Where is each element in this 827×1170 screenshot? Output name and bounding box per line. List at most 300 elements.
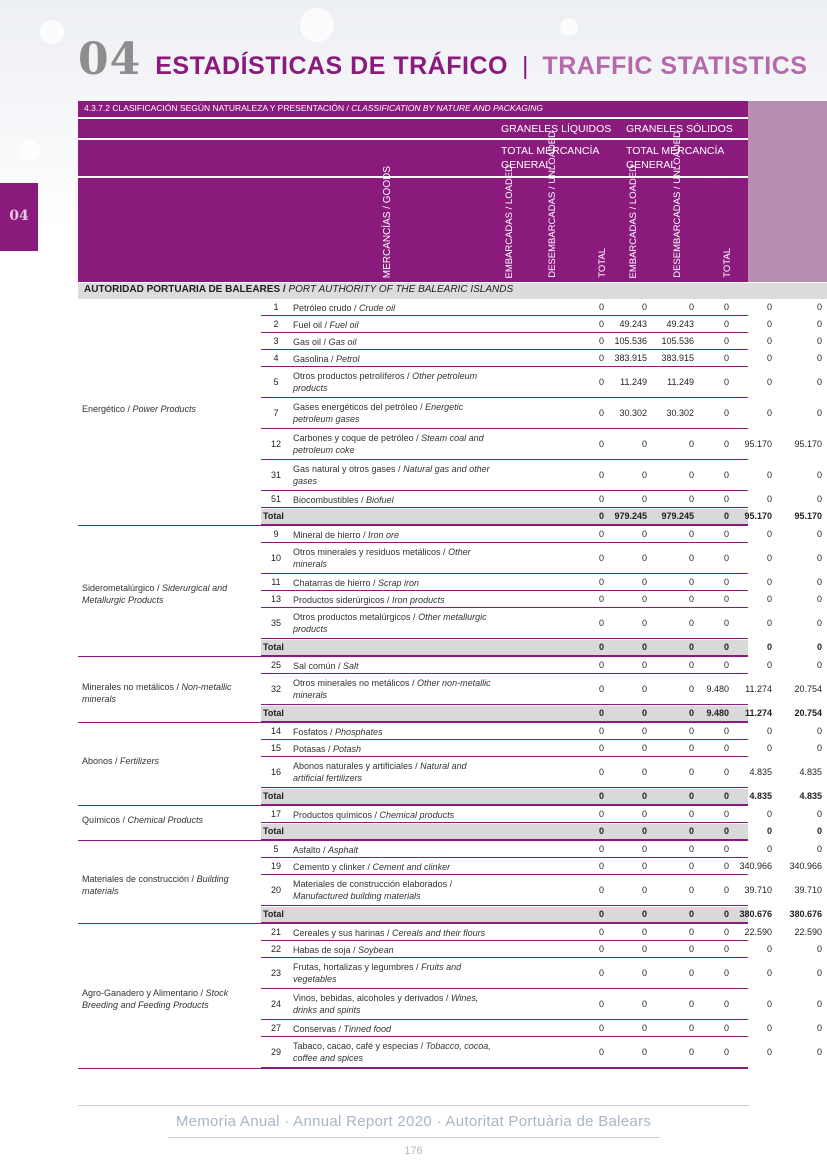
- cell-value: 0: [816, 577, 822, 587]
- cell-value: 0: [766, 1047, 772, 1057]
- cell-value: 0: [641, 577, 647, 587]
- goods-code: 14: [270, 726, 281, 736]
- table-row: [261, 575, 822, 591]
- cell-value: 0: [641, 743, 647, 753]
- total-value: 0: [598, 708, 604, 718]
- cell-value: 0: [723, 927, 729, 937]
- total-value: 380.676: [739, 909, 772, 919]
- goods-description-spanish: Biocombustibles /: [293, 495, 367, 505]
- cell-value: 0: [723, 767, 729, 777]
- cell-value: 0: [598, 408, 604, 418]
- cell-value: 0: [598, 1047, 604, 1057]
- sub-header-liquid: TOTAL MERCANCÍA GENERAL: [501, 145, 599, 171]
- goods-description: [293, 861, 491, 873]
- goods-description-english: Tinned food: [343, 1024, 391, 1034]
- goods-code: 9: [273, 529, 279, 539]
- cell-value: 0: [766, 336, 772, 346]
- cell-value: 0: [641, 999, 647, 1009]
- category-label-english: Chemical Products: [127, 815, 204, 825]
- cell-value: 0: [598, 885, 604, 895]
- cell-value: 0: [766, 377, 772, 387]
- goods-description-english: Asphalt: [328, 845, 359, 855]
- table-row: [261, 351, 822, 367]
- cell-value: 39.710: [744, 885, 772, 895]
- goods-description-spanish: Gas oil /: [293, 337, 329, 347]
- goods-description: [293, 463, 491, 487]
- total-value: 0: [816, 642, 822, 652]
- goods-description: [293, 546, 491, 570]
- cell-value: 0: [816, 553, 822, 563]
- cell-value: 0: [723, 494, 729, 504]
- category-label-spanish: Químicos /: [82, 815, 128, 825]
- cell-value: 0: [723, 1023, 729, 1033]
- goods-code: 16: [270, 767, 281, 777]
- goods-description-english: Natural and artificial fertilizers: [293, 761, 467, 783]
- goods-code: 19: [270, 861, 281, 871]
- total-value: 95.170: [744, 511, 772, 521]
- cell-value: 0: [641, 660, 647, 670]
- cell-value: 20.754: [794, 684, 822, 694]
- cell-value: 0: [723, 553, 729, 563]
- category-label: [82, 755, 258, 767]
- cell-value: 0: [723, 594, 729, 604]
- total-value: 0: [816, 826, 822, 836]
- goods-description: [293, 878, 491, 902]
- cell-value: 0: [598, 660, 604, 670]
- cell-value: 0: [641, 968, 647, 978]
- goods-description-spanish: Cemento y clinker /: [293, 862, 373, 872]
- category-label-english: Building materials: [82, 874, 229, 896]
- goods-code: 10: [270, 553, 281, 563]
- cell-value: 0: [641, 529, 647, 539]
- total-value: 0: [598, 791, 604, 801]
- cell-value: 0: [688, 767, 694, 777]
- footer-text: Memoria Anual · Annual Report 2020 · Autoritat Portuària de Balears: [175, 1113, 652, 1130]
- cell-value: 0: [688, 1047, 694, 1057]
- table-row: [261, 430, 822, 460]
- goods-description-english: Iron ore: [368, 530, 400, 540]
- cell-value: 0: [766, 302, 772, 312]
- total-value: 0: [598, 642, 604, 652]
- goods-code: 21: [270, 927, 281, 937]
- cell-value: 0: [598, 377, 604, 387]
- cell-value: 0: [641, 470, 647, 480]
- total-label: Total: [263, 826, 284, 836]
- category-label: [82, 987, 258, 1011]
- table-row: [261, 859, 822, 875]
- goods-description-english: Potash: [333, 744, 362, 754]
- cell-value: 0: [723, 861, 729, 871]
- cell-value: 0: [688, 684, 694, 694]
- table-row: [261, 942, 822, 958]
- cell-value: 340.966: [739, 861, 772, 871]
- cell-value: 0: [816, 594, 822, 604]
- cell-value: 0: [766, 809, 772, 819]
- goods-description: [293, 809, 491, 821]
- cell-value: 0: [598, 944, 604, 954]
- cell-value: 0: [598, 353, 604, 363]
- cell-value: 0: [766, 968, 772, 978]
- cell-value: 0: [598, 844, 604, 854]
- goods-description-spanish: Mineral de hierro /: [293, 530, 369, 540]
- goods-description-spanish: Otros productos metalúrgicos /: [293, 612, 419, 622]
- goods-description-english: Other non-metallic minerals: [293, 678, 491, 700]
- category-group: [78, 658, 822, 723]
- table-row: [261, 317, 822, 333]
- cell-value: 95.170: [744, 439, 772, 449]
- cell-value: 0: [688, 302, 694, 312]
- cell-value: 0: [641, 885, 647, 895]
- cell-value: 0: [688, 999, 694, 1009]
- goods-description-spanish: Carbones y coque de petróleo /: [293, 433, 422, 443]
- total-value: 9.480: [706, 708, 729, 718]
- goods-description: [293, 961, 491, 985]
- cell-value: 0: [641, 767, 647, 777]
- total-value: 4.835: [799, 791, 822, 801]
- category-label-english: Fertilizers: [120, 756, 160, 766]
- cell-value: 0: [598, 494, 604, 504]
- table-row: [261, 368, 822, 398]
- total-value: 0: [723, 791, 729, 801]
- cell-value: 0: [766, 844, 772, 854]
- goods-description: [293, 577, 491, 589]
- cell-value: 0: [598, 470, 604, 480]
- category-group: [78, 300, 822, 526]
- cell-value: 0: [641, 684, 647, 694]
- goods-code: 35: [270, 618, 281, 628]
- cell-value: 0: [723, 968, 729, 978]
- table-row: [261, 544, 822, 574]
- goods-description: [293, 1040, 491, 1064]
- cell-value: 0: [598, 684, 604, 694]
- cell-value: 0: [723, 1047, 729, 1057]
- cell-value: 105.536: [614, 336, 647, 346]
- total-label: Total: [263, 708, 284, 718]
- total-value: 20.754: [794, 708, 822, 718]
- cell-value: 0: [688, 885, 694, 895]
- cell-value: 0: [816, 1047, 822, 1057]
- goods-description: [293, 370, 491, 394]
- cell-value: 0: [766, 594, 772, 604]
- total-value: 0: [598, 826, 604, 836]
- goods-description: [293, 660, 491, 672]
- goods-description-spanish: Sal común /: [293, 661, 344, 671]
- cell-value: 0: [641, 439, 647, 449]
- cell-value: 0: [641, 302, 647, 312]
- goods-description-spanish: Potasas /: [293, 744, 334, 754]
- table-row: [261, 925, 822, 941]
- goods-code: 12: [270, 439, 281, 449]
- cell-value: 0: [723, 377, 729, 387]
- goods-code: 15: [270, 743, 281, 753]
- goods-description-english: Cement and clinker: [372, 862, 451, 872]
- title-separator: |: [521, 52, 529, 80]
- category-label: [82, 582, 258, 606]
- goods-description-english: Biofuel: [366, 495, 394, 505]
- goods-description-spanish: Vinos, bebidas, alcoholes y derivados /: [293, 993, 451, 1003]
- total-value: 95.170: [794, 511, 822, 521]
- header-accent-column: [748, 101, 827, 282]
- cell-value: 0: [688, 470, 694, 480]
- cell-value: 11.249: [620, 377, 647, 387]
- goods-code: 31: [270, 470, 281, 480]
- goods-description-english: Fruits and vegetables: [293, 962, 462, 984]
- goods-code: 22: [270, 944, 281, 954]
- cell-value: 0: [723, 577, 729, 587]
- cell-value: 0: [598, 529, 604, 539]
- cell-value: 0: [766, 577, 772, 587]
- goods-description-english: Manufactured building materials: [293, 891, 421, 901]
- category-label: [82, 403, 258, 415]
- category-label-english: Stock Breeding and Feeding Products: [82, 988, 229, 1010]
- total-value: 380.676: [789, 909, 822, 919]
- cell-value: 0: [688, 726, 694, 736]
- cell-value: 0: [641, 944, 647, 954]
- goods-description-english: Petrol: [336, 354, 360, 364]
- goods-code: 11: [271, 577, 281, 587]
- cell-value: 0: [723, 885, 729, 895]
- cell-value: 0: [766, 353, 772, 363]
- cell-value: 0: [723, 319, 729, 329]
- cell-value: 0: [598, 553, 604, 563]
- goods-description-spanish: Gas natural y otros gases /: [293, 464, 404, 474]
- goods-description-spanish: Productos siderúrgicos /: [293, 595, 393, 605]
- cell-value: 0: [598, 861, 604, 871]
- goods-description-english: Natural gas and other gases: [293, 464, 490, 486]
- page-number: 176: [404, 1145, 423, 1157]
- total-value: 0: [641, 791, 647, 801]
- cell-value: 0: [816, 470, 822, 480]
- port-authority-english: PORT AUTHORITY OF THE BALEARIC ISLANDS: [288, 284, 514, 295]
- goods-description-english: Chemical products: [379, 810, 455, 820]
- total-value: 0: [641, 826, 647, 836]
- cell-value: 0: [816, 809, 822, 819]
- cell-value: 0: [766, 553, 772, 563]
- goods-description-english: Tobacco, cocoa, coffee and spices: [293, 1041, 491, 1063]
- table-row: [261, 658, 822, 674]
- table-row: [261, 724, 822, 740]
- col-header-solid-unloaded: DESEMBARCADAS / UNLOADED: [672, 131, 683, 278]
- cell-value: 0: [688, 968, 694, 978]
- goods-description: [293, 992, 491, 1016]
- cell-value: 0: [688, 1023, 694, 1033]
- page-header: [78, 34, 807, 86]
- cell-value: 0: [723, 408, 729, 418]
- category-label-english: Power Products: [132, 404, 197, 414]
- goods-description: [293, 611, 491, 635]
- cell-value: 0: [816, 336, 822, 346]
- total-label: Total: [263, 511, 284, 521]
- group-header-solid: GRANELES SÓLIDOS: [626, 123, 733, 135]
- table-row: [261, 461, 822, 491]
- goods-description-spanish: Tabaco, cacao, café y especias /: [293, 1041, 426, 1051]
- cell-value: 0: [688, 927, 694, 937]
- port-authority-spanish: AUTORIDAD PORTUARIA DE BALEARES /: [84, 284, 289, 295]
- cell-value: 0: [641, 726, 647, 736]
- cell-value: 0: [641, 1023, 647, 1033]
- cell-value: 0: [723, 618, 729, 628]
- category-group: [78, 842, 822, 924]
- goods-description-english: Fuel oil: [329, 320, 359, 330]
- cell-value: 0: [816, 743, 822, 753]
- cell-value: 0: [598, 999, 604, 1009]
- cell-value: 30.302: [619, 408, 647, 418]
- cell-value: 0: [766, 999, 772, 1009]
- table-row: [261, 876, 822, 906]
- cell-value: 0: [723, 302, 729, 312]
- cell-value: 22.590: [744, 927, 772, 937]
- category-label-english: Siderurgical and Metallurgic Products: [82, 583, 228, 605]
- category-group: [78, 724, 822, 806]
- category-label-english: Non-metallic minerals: [82, 681, 232, 704]
- total-value: 0: [766, 642, 772, 652]
- goods-description-english: Wines, drinks and spirits: [293, 993, 479, 1015]
- cell-value: 0: [766, 660, 772, 670]
- cell-value: 0: [766, 470, 772, 480]
- cell-value: 0: [598, 302, 604, 312]
- table-row: [261, 334, 822, 350]
- cell-value: 0: [641, 553, 647, 563]
- cell-value: 0: [723, 944, 729, 954]
- cell-value: 4.835: [749, 767, 772, 777]
- total-row: [261, 509, 822, 525]
- cell-value: 0: [641, 594, 647, 604]
- cell-value: 0: [598, 743, 604, 753]
- cell-value: 0: [688, 944, 694, 954]
- cell-value: 0: [641, 1047, 647, 1057]
- goods-description: [293, 336, 491, 348]
- cell-value: 0: [766, 944, 772, 954]
- side-tab-label: 04: [9, 208, 29, 224]
- goods-description-spanish: Productos químicos /: [293, 810, 380, 820]
- total-label: Total: [263, 909, 284, 919]
- cell-value: 0: [816, 968, 822, 978]
- cell-value: 0: [816, 353, 822, 363]
- caption-english: CLASSIFICATION BY NATURE AND PACKAGING: [351, 103, 543, 113]
- cell-value: 0: [598, 726, 604, 736]
- total-value: 0: [598, 511, 604, 521]
- total-value: 0: [641, 909, 647, 919]
- total-value: 0: [688, 826, 694, 836]
- total-row: [261, 907, 822, 923]
- total-row: [261, 640, 822, 656]
- cell-value: 0: [641, 618, 647, 628]
- goods-description: [293, 677, 491, 701]
- cell-value: 0: [598, 1023, 604, 1033]
- cell-value: 383.915: [661, 353, 694, 363]
- col-header-liquid-total: TOTAL: [597, 248, 608, 278]
- category-label-spanish: Materiales de construcción /: [82, 874, 197, 884]
- cell-value: 0: [816, 1023, 822, 1033]
- cell-value: 0: [816, 494, 822, 504]
- goods-code: 2: [273, 319, 279, 329]
- total-value: 0: [688, 909, 694, 919]
- total-value: 0: [688, 642, 694, 652]
- goods-description-spanish: Frutas, hortalizas y legumbres /: [293, 962, 422, 972]
- goods-description-english: Crude oil: [359, 303, 396, 313]
- table-row: [261, 990, 822, 1020]
- cell-value: 0: [723, 439, 729, 449]
- goods-code: 20: [270, 885, 281, 895]
- goods-description: [293, 1023, 491, 1035]
- cell-value: 0: [816, 377, 822, 387]
- cell-value: 0: [598, 767, 604, 777]
- title-english: TRAFFIC STATISTICS: [542, 52, 808, 80]
- goods-description: [293, 944, 491, 956]
- cell-value: 0: [723, 353, 729, 363]
- goods-description-english: Other petroleum products: [293, 371, 478, 393]
- cell-value: 0: [641, 494, 647, 504]
- title-spanish: ESTADÍSTICAS DE TRÁFICO: [155, 52, 508, 80]
- category-label-spanish: Abonos /: [82, 756, 121, 766]
- table-row: [261, 741, 822, 757]
- chapter-side-tab: [0, 183, 38, 251]
- goods-code: 3: [273, 336, 279, 346]
- goods-description: [293, 401, 491, 425]
- cell-value: 0: [598, 319, 604, 329]
- cell-value: 0: [816, 529, 822, 539]
- cell-value: 0: [688, 494, 694, 504]
- cell-value: 0: [766, 319, 772, 329]
- goods-description-english: Scrap iron: [378, 578, 420, 588]
- goods-description-english: Cereals and their flours: [392, 928, 486, 938]
- goods-code: 25: [270, 660, 281, 670]
- footer-divider: [168, 1137, 660, 1138]
- goods-description-english: Soybean: [358, 945, 394, 955]
- cell-value: 0: [598, 809, 604, 819]
- goods-description-spanish: Fosfatos /: [293, 727, 336, 737]
- goods-description-spanish: Cereales y sus harinas /: [293, 928, 393, 938]
- cell-value: 0: [688, 439, 694, 449]
- cell-value: 0: [688, 861, 694, 871]
- total-value: 0: [723, 909, 729, 919]
- total-value: 0: [723, 826, 729, 836]
- total-value: 0: [766, 826, 772, 836]
- table-row: [261, 399, 822, 429]
- table-row: [261, 758, 822, 788]
- cell-value: 0: [641, 927, 647, 937]
- total-row: [261, 706, 822, 722]
- chapter-number: 04: [78, 34, 142, 85]
- cell-value: 39.710: [794, 885, 822, 895]
- cell-value: 0: [598, 439, 604, 449]
- category-label-spanish: Siderometalúrgico /: [82, 583, 163, 593]
- total-value: 4.835: [749, 791, 772, 801]
- table-row: [261, 959, 822, 989]
- footer-divider: [78, 1105, 749, 1106]
- goods-description: [293, 844, 491, 856]
- caption-spanish: 4.3.7.2 CLASIFICACIÓN SEGÚN NATURALEZA Y PRESENTACIÓN /: [84, 103, 352, 113]
- cell-value: 105.536: [661, 336, 694, 346]
- goods-description-spanish: Habas de soja /: [293, 945, 359, 955]
- cell-value: 0: [723, 726, 729, 736]
- cell-value: 0: [766, 1023, 772, 1033]
- cell-value: 0: [766, 408, 772, 418]
- total-value: 0: [688, 708, 694, 718]
- category-group: [78, 807, 822, 841]
- cell-value: 0: [766, 743, 772, 753]
- goods-description: [293, 927, 491, 939]
- table-row: [261, 675, 822, 705]
- port-authority-row: [78, 283, 827, 299]
- cell-value: 49.243: [666, 319, 694, 329]
- goods-description: [293, 529, 491, 541]
- category-label-spanish: Minerales no metálicos /: [82, 681, 182, 692]
- cell-value: 0: [766, 618, 772, 628]
- cell-value: 0: [598, 927, 604, 937]
- goods-description: [293, 319, 491, 331]
- total-row: [261, 824, 822, 840]
